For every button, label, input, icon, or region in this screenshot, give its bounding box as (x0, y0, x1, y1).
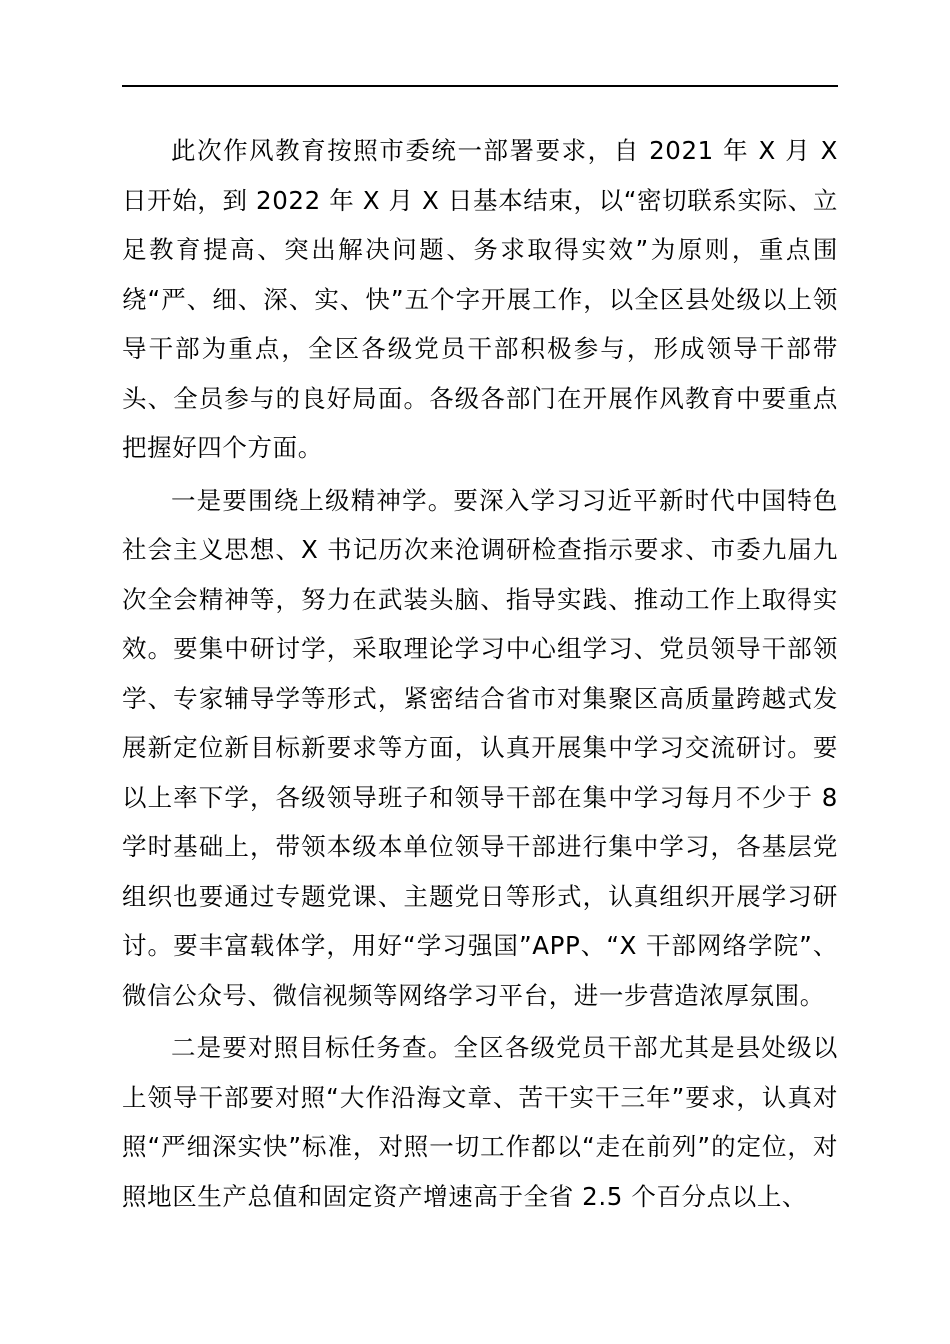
document-body (122, 126, 838, 1221)
header-divider (122, 85, 838, 87)
paragraph-study: 一是要围绕上级精神学。要深入学习习近平新时代中国特色社会主义思想、X 书记历次来沧调研检查指示要求、市委九届九次全会精神等，努力在武装头脑、指导实践、推动工作上取得实效。要集中研讨学，采取理论学习中心组学习、党员领导干部领学、专家辅导学等形式，紧密结合省市对集聚区高质量跨越式发展新定位新目标新要求等方面，认真开展集中学习交流研讨。要以上率下学，各级领导班子和领导干部在集中学习每月不少于 8 学时基础上，带领本级本单位领导干部进行集中学习，各基层党组织也要通过专题党课、主题党日等形式，认真组织开展学习研讨。要丰富载体学，用好“学习强国”APP、“X 干部网络学院”、微信公众号、微信视频等网络学习平台，进一步营造浓厚氛围。 (122, 485, 838, 1010)
paragraph-intro: 此次作风教育按照市委统一部署要求，自 2021 年 X 月 X 日开始，到 2022 年 X 月 X 日基本结束，以“密切联系实际、立足教育提高、突出解决问题、务求取得实效”为原则，重点围绕“严、细、深、实、快”五个字开展工作，以全区县处级以上领导干部为重点，全区各级党员干部积极参与，形成领导干部带头、全员参与的良好局面。各级各部门在开展作风教育中要重点把握好四个方面。 (122, 136, 838, 462)
paragraph-check: 二是要对照目标任务查。全区各级党员干部尤其是县处级以上领导干部要对照“大作沿海文章、苦干实干三年”要求，认真对照“严细深实快”标准，对照一切工作都以“走在前列”的定位，对照地区生产总值和固定资产增速高于全省 2.5 个百分点以上、 (122, 1033, 838, 1211)
